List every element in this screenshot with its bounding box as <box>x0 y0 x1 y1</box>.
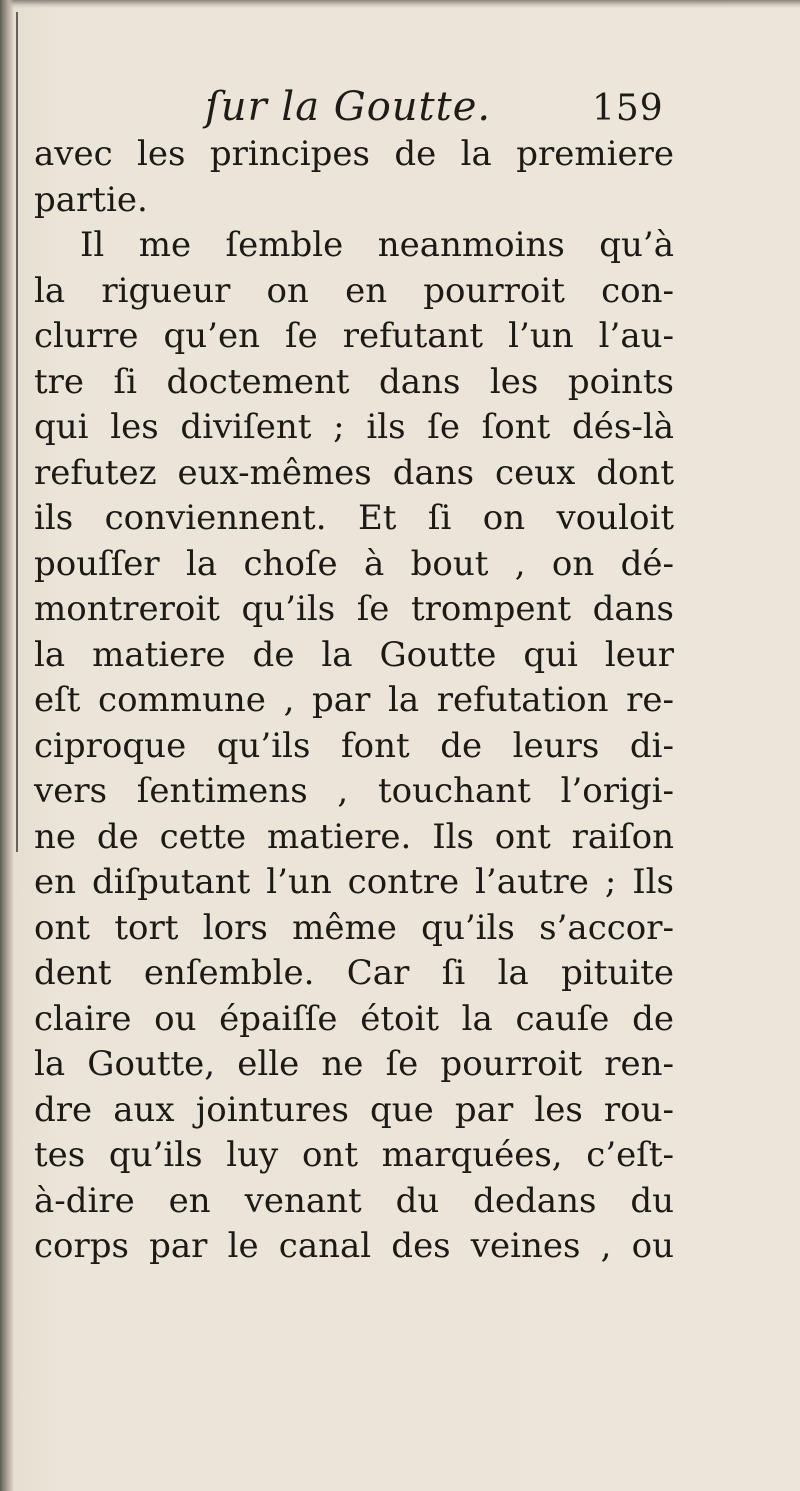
text-line: qui les diviſent ; ils ſe ſont dés-là <box>34 407 674 447</box>
text-line: corps par le canal des veines , ou <box>34 1226 674 1266</box>
text-line: ils conviennent. Et ſi on vouloit <box>34 498 674 538</box>
text-line: refutez eux-mêmes dans ceux dont <box>34 452 674 493</box>
page-left-edge <box>0 0 14 1491</box>
text-line: tes qu’ils luy ont marquées, c’eſt- <box>34 1135 674 1175</box>
body-text <box>34 132 674 1270</box>
text-line: dre aux jointures que par les rou- <box>34 1089 674 1130</box>
text-line: vers ſentimens , touchant l’origi- <box>34 771 674 811</box>
text-line: Il me ſemble neanmoins qu’à <box>80 225 674 265</box>
text-line: ciproque qu’ils font de leurs di- <box>34 725 674 766</box>
text-line: clurre qu’en ſe refutant l’un l’au- <box>34 316 674 356</box>
text-line: la rigueur on en pourroit con- <box>34 270 674 311</box>
text-line: ont tort lors même qu’ils s’accor- <box>34 907 674 948</box>
running-head: ſur la Goutte. <box>205 84 492 130</box>
text-line: tre ſi doctement dans les points <box>34 361 674 402</box>
text-line: claire ou épaiſſe étoit la cauſe de <box>34 998 674 1039</box>
text-line: en diſputant l’un contre l’autre ; Ils <box>34 862 674 902</box>
page-number: 159 <box>592 88 664 129</box>
text-line: dent enſemble. Car ſi la pituite <box>34 953 674 993</box>
text-line: eſt commune , par la refutation re- <box>34 680 674 720</box>
page-top-edge <box>0 0 800 8</box>
text-line: la Goutte, elle ne ſe pourroit ren- <box>34 1044 674 1084</box>
text-line: partie. <box>34 179 148 220</box>
text-line: montreroit qu’ils ſe trompent dans <box>34 589 674 629</box>
text-line: la matiere de la Goutte qui leur <box>34 634 674 675</box>
text-line: avec les principes de la premiere <box>34 134 674 174</box>
text-line: à-dire en venant du dedans du <box>34 1180 674 1221</box>
text-line: pouſſer la choſe à bout , on dé- <box>34 543 674 584</box>
text-line: ne de cette matiere. Ils ont raiſon <box>34 816 674 857</box>
